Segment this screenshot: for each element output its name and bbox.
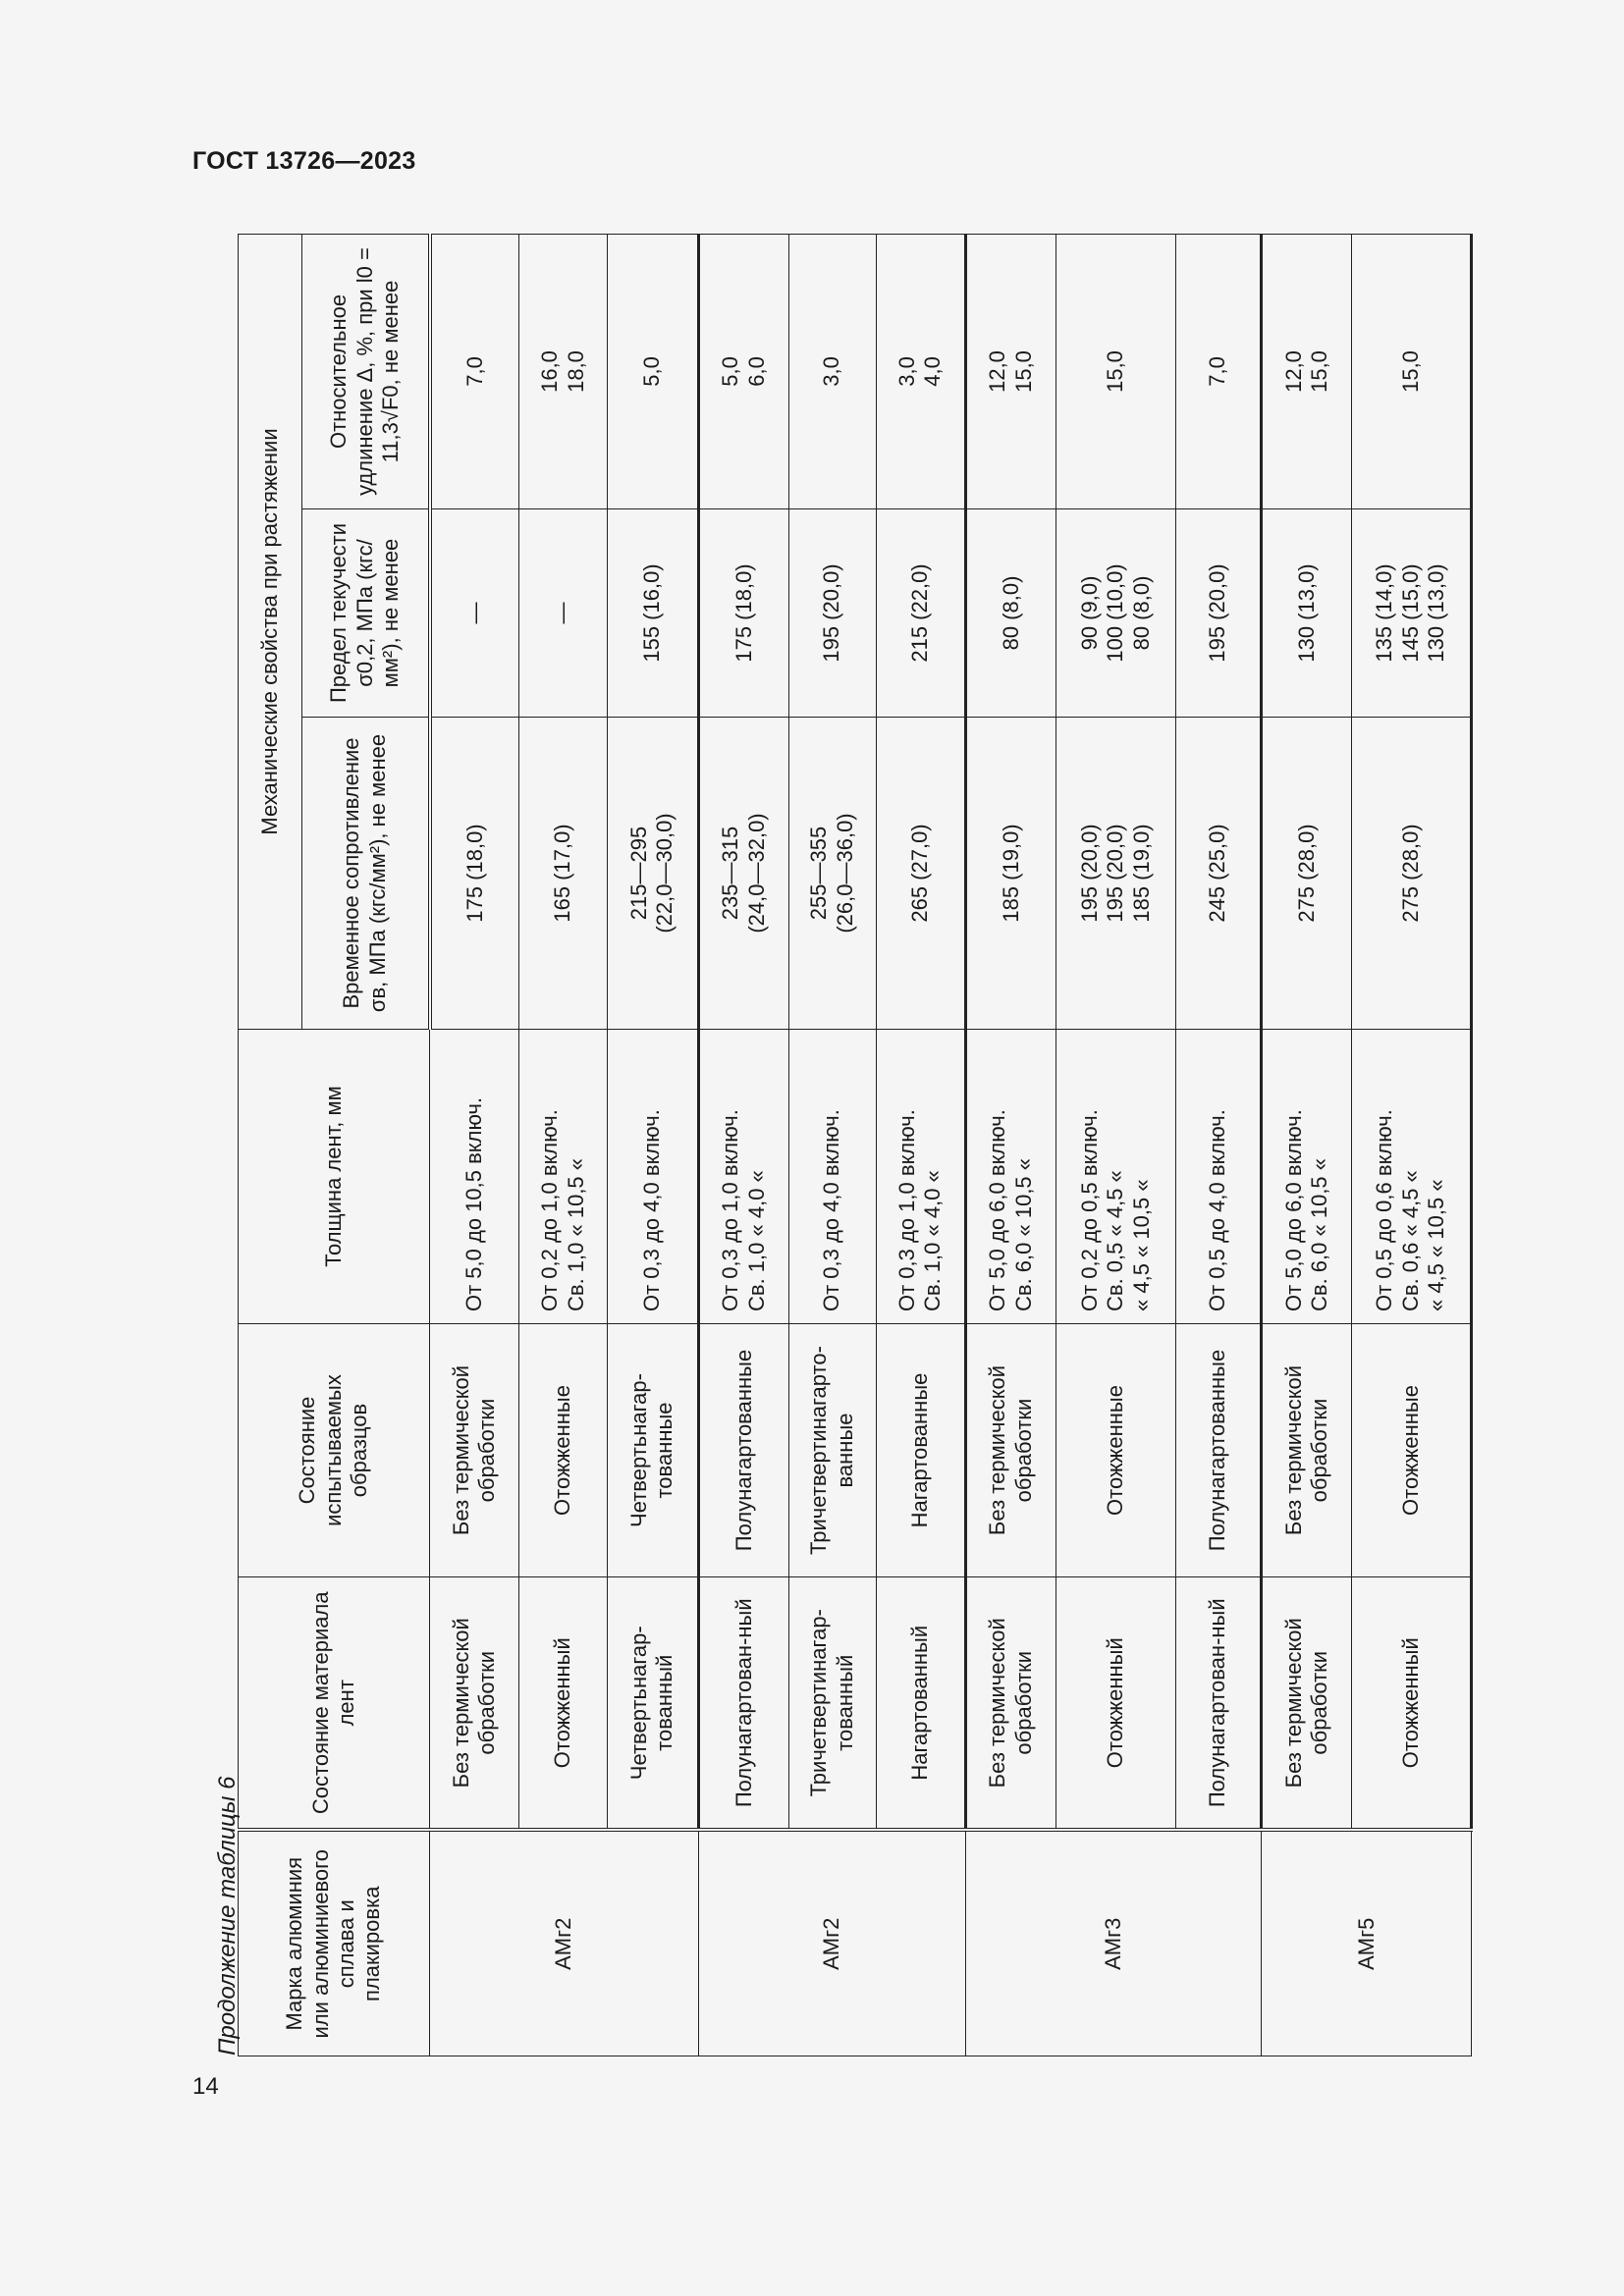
thickness-cell: [1262, 1030, 1351, 1324]
yield-cell: [966, 509, 1056, 718]
table-row: [876, 234, 965, 2056]
material-state-cell-text: Отожженный: [1397, 1637, 1423, 1769]
elongation-cell: [1056, 234, 1176, 508]
tensile-cell: [1262, 718, 1351, 1030]
thickness-cell: [876, 1030, 965, 1324]
tensile-cell: [1351, 718, 1472, 1030]
elongation-cell-text: 16,0 18,0: [537, 350, 588, 393]
properties-table: [238, 234, 1473, 2056]
header-sample-state: Состояние испытываемых образцов: [239, 1324, 430, 1577]
yield-cell-text: —: [550, 602, 575, 624]
table-row: [966, 234, 1056, 2056]
thickness-cell: [607, 1030, 698, 1324]
sample-state-cell: [699, 1324, 788, 1577]
thickness-cell: [430, 1030, 519, 1324]
tensile-cell: [876, 718, 965, 1030]
thickness-cell-text: От 0,5 до 0,6 включ. Св. 0,6 « 4,5 « « 4,5 « 10,5 «: [1372, 1109, 1449, 1311]
document-title: ГОСТ 13726—2023: [192, 147, 416, 175]
yield-cell-text: 195 (20,0): [819, 563, 844, 663]
tensile-cell: [1176, 718, 1262, 1030]
sample-state-cell: [519, 1324, 607, 1577]
grade-cell-text: АМг2: [819, 1917, 844, 1970]
thickness-cell: [699, 1030, 788, 1324]
sample-state-cell: [788, 1324, 876, 1577]
thickness-cell-text: От 0,3 до 4,0 включ.: [639, 1109, 665, 1311]
tensile-cell-text: 185 (19,0): [998, 824, 1023, 923]
material-state-cell: [519, 1577, 607, 1831]
table-row: [1176, 234, 1262, 2056]
material-state-cell: [1176, 1577, 1262, 1831]
tensile-cell-text: 265 (27,0): [907, 824, 933, 923]
grade-cell: [1262, 1831, 1472, 2056]
material-state-cell: [430, 1577, 519, 1831]
table-caption: Продолжение таблицы 6: [214, 1776, 241, 2056]
sample-state-cell: [607, 1324, 698, 1577]
grade-cell-text: АМг2: [551, 1917, 576, 1970]
elongation-cell: [966, 234, 1056, 508]
tensile-cell: [519, 718, 607, 1030]
table-row: [788, 234, 876, 2056]
elongation-cell-text: 15,0: [1103, 350, 1128, 393]
header-yield: [302, 509, 430, 718]
material-state-cell: [876, 1577, 965, 1831]
header-grade: Марка алюминия или алюминиевого сплава и плакировка: [239, 1831, 430, 2056]
yield-cell-text: 130 (13,0): [1293, 563, 1319, 663]
tensile-cell: [788, 718, 876, 1030]
elongation-cell-text: 15,0: [1397, 350, 1423, 393]
header-yield-text: Предел текучести σ0,2, МПа (кгс/мм²), не менее: [326, 522, 403, 704]
elongation-cell: [1262, 234, 1351, 508]
thickness-cell-text: От 0,3 до 1,0 включ. Св. 1,0 « 4,0 «: [894, 1109, 946, 1311]
page-number: 14: [192, 2073, 219, 2100]
sample-state-cell: [430, 1324, 519, 1577]
table-row: [1262, 234, 1351, 2056]
sample-state-cell-text: Полунагартованные: [731, 1349, 756, 1552]
thickness-cell: [519, 1030, 607, 1324]
elongation-cell: [519, 234, 607, 508]
table-row: [1056, 234, 1176, 2056]
thickness-cell-text: От 0,2 до 0,5 включ. Св. 0,5 « 4,5 « « 4,5 « 10,5 «: [1076, 1109, 1154, 1311]
table-row: [1351, 234, 1472, 2056]
sample-state-cell-text: Без термической обработки: [985, 1364, 1036, 1536]
elongation-cell: [699, 234, 788, 508]
header-elongation-text: Относительное удлинение Δ, %, при l0 = 11,3√F0, не менее: [326, 247, 403, 496]
material-state-cell: [788, 1577, 876, 1831]
material-state-cell: [1056, 1577, 1176, 1831]
tensile-cell-text: 245 (25,0): [1205, 824, 1230, 923]
material-state-cell-text: Четвертьнагар-тованный: [626, 1626, 677, 1781]
thickness-cell-text: От 5,0 до 6,0 включ. Св. 6,0 « 10,5 «: [1280, 1109, 1331, 1311]
yield-cell: [876, 509, 965, 718]
thickness-cell-text: От 0,3 до 4,0 включ.: [819, 1109, 844, 1311]
yield-cell-text: 215 (22,0): [907, 563, 933, 663]
header-thickness: Толщина лент, мм: [239, 1030, 430, 1324]
yield-cell: [607, 509, 698, 718]
table-row: [607, 234, 698, 2056]
elongation-cell-text: 5,0: [639, 356, 665, 387]
table-body: [430, 234, 1472, 2056]
tensile-cell-text: 175 (18,0): [461, 824, 487, 923]
sample-state-cell-text: Тричетвертинагарто-ванные: [806, 1346, 857, 1555]
yield-cell-text: —: [461, 602, 487, 624]
material-state-cell: [607, 1577, 698, 1831]
yield-cell: [1176, 509, 1262, 718]
tensile-cell-text: 275 (28,0): [1397, 824, 1423, 923]
sample-state-cell-text: Отожженные: [550, 1385, 575, 1516]
tensile-cell: [607, 718, 698, 1030]
sample-state-cell-text: Без термической обработки: [448, 1364, 500, 1536]
elongation-cell: [788, 234, 876, 508]
tensile-cell-text: 235—315 (24,0—32,0): [718, 813, 769, 934]
elongation-cell: [1351, 234, 1472, 508]
material-state-cell: [699, 1577, 788, 1831]
material-state-cell-text: Тричетвертинагар-тованный: [806, 1609, 857, 1797]
yield-cell: [699, 509, 788, 718]
yield-cell: [1262, 509, 1351, 718]
elongation-cell: [876, 234, 965, 508]
thickness-cell-text: От 5,0 до 6,0 включ. Св. 6,0 « 10,5 «: [985, 1109, 1036, 1311]
tensile-cell: [430, 718, 519, 1030]
material-state-cell-text: Отожженный: [1103, 1637, 1128, 1769]
elongation-cell: [1176, 234, 1262, 508]
elongation-cell-text: 7,0: [461, 356, 487, 387]
yield-cell-text: 135 (14,0) 145 (15,0) 130 (13,0): [1372, 563, 1449, 663]
material-state-cell-text: Полунагартован-ный: [1205, 1598, 1230, 1808]
header-tensile-text: Временное сопротивление σв, МПа (кгс/мм²), не менее: [339, 733, 390, 1013]
tensile-cell-text: 165 (17,0): [550, 824, 575, 923]
material-state-cell-text: Без термической обработки: [1280, 1618, 1331, 1789]
sample-state-cell: [876, 1324, 965, 1577]
elongation-cell-text: 12,0 15,0: [1280, 350, 1331, 393]
grade-cell: [966, 1831, 1262, 2056]
material-state-cell-text: Отожженный: [550, 1637, 575, 1769]
sample-state-cell: [1176, 1324, 1262, 1577]
elongation-cell-text: 3,0: [819, 356, 844, 387]
sample-state-cell-text: Четвертьнагар-тованные: [626, 1373, 677, 1527]
table-row: [430, 234, 519, 2056]
yield-cell-text: 155 (16,0): [639, 563, 665, 663]
tensile-cell-text: 255—355 (26,0—36,0): [806, 813, 857, 934]
tensile-cell-text: 275 (28,0): [1293, 824, 1319, 923]
yield-cell-text: 90 (9,0) 100 (10,0) 80 (8,0): [1076, 563, 1154, 663]
material-state-cell-text: Без термической обработки: [985, 1618, 1036, 1789]
tensile-cell-text: 215—295 (22,0—30,0): [626, 813, 677, 934]
header-tensile: [302, 718, 430, 1030]
elongation-cell-text: 7,0: [1205, 356, 1230, 387]
sample-state-cell: [1262, 1324, 1351, 1577]
header-elongation: [302, 234, 430, 508]
thickness-cell: [1351, 1030, 1472, 1324]
thickness-cell-text: От 5,0 до 10,5 включ.: [460, 1096, 486, 1311]
thickness-cell-text: От 0,5 до 4,0 включ.: [1205, 1109, 1230, 1311]
yield-cell-text: 195 (20,0): [1205, 563, 1230, 663]
yield-cell: [519, 509, 607, 718]
thickness-cell: [788, 1030, 876, 1324]
grade-cell: [699, 1831, 966, 2056]
elongation-cell-text: 12,0 15,0: [985, 350, 1036, 393]
table-row: [519, 234, 607, 2056]
sample-state-cell-text: Отожженные: [1103, 1385, 1128, 1516]
elongation-cell: [607, 234, 698, 508]
material-state-cell: [1351, 1577, 1472, 1831]
sample-state-cell-text: Отожженные: [1397, 1385, 1423, 1516]
yield-cell: [1056, 509, 1176, 718]
grade-cell: [430, 1831, 699, 2056]
yield-cell-text: 80 (8,0): [998, 575, 1023, 651]
thickness-cell-text: От 0,3 до 1,0 включ. Св. 1,0 « 4,0 «: [718, 1109, 769, 1311]
yield-cell: [430, 509, 519, 718]
material-state-cell: [966, 1577, 1056, 1831]
material-state-cell-text: Полунагартован-ный: [731, 1598, 756, 1808]
tensile-cell-text: 195 (20,0) 195 (20,0) 185 (19,0): [1076, 824, 1154, 923]
thickness-cell: [1176, 1030, 1262, 1324]
table-row: [699, 234, 788, 2056]
sample-state-cell-text: Нагартованные: [907, 1372, 933, 1528]
sample-state-cell: [1351, 1324, 1472, 1577]
yield-cell: [1351, 509, 1472, 718]
tensile-cell: [966, 718, 1056, 1030]
elongation-cell: [430, 234, 519, 508]
material-state-cell: [1262, 1577, 1351, 1831]
elongation-cell-text: 3,0 4,0: [894, 356, 946, 387]
thickness-cell-text: От 0,2 до 1,0 включ. Св. 1,0 « 10,5 «: [537, 1109, 588, 1311]
yield-cell: [788, 509, 876, 718]
header-material-state: Состояние материала лент: [239, 1577, 430, 1831]
yield-cell-text: 175 (18,0): [731, 563, 756, 663]
material-state-cell-text: Нагартованный: [907, 1625, 933, 1781]
sample-state-cell: [1056, 1324, 1176, 1577]
tensile-cell: [699, 718, 788, 1030]
tensile-cell: [1056, 718, 1176, 1030]
thickness-cell: [1056, 1030, 1176, 1324]
rotated-table-container: [238, 235, 1449, 2056]
thickness-cell: [966, 1030, 1056, 1324]
elongation-cell-text: 5,0 6,0: [718, 356, 769, 387]
sample-state-cell-text: Полунагартованные: [1205, 1349, 1230, 1552]
sample-state-cell-text: Без термической обработки: [1280, 1364, 1331, 1536]
grade-cell-text: АМг5: [1353, 1917, 1379, 1970]
header-mech-group: Механические свойства при растяжении: [239, 234, 302, 1029]
grade-cell-text: АМг3: [1101, 1917, 1126, 1970]
material-state-cell-text: Без термической обработки: [448, 1618, 500, 1789]
sample-state-cell: [966, 1324, 1056, 1577]
